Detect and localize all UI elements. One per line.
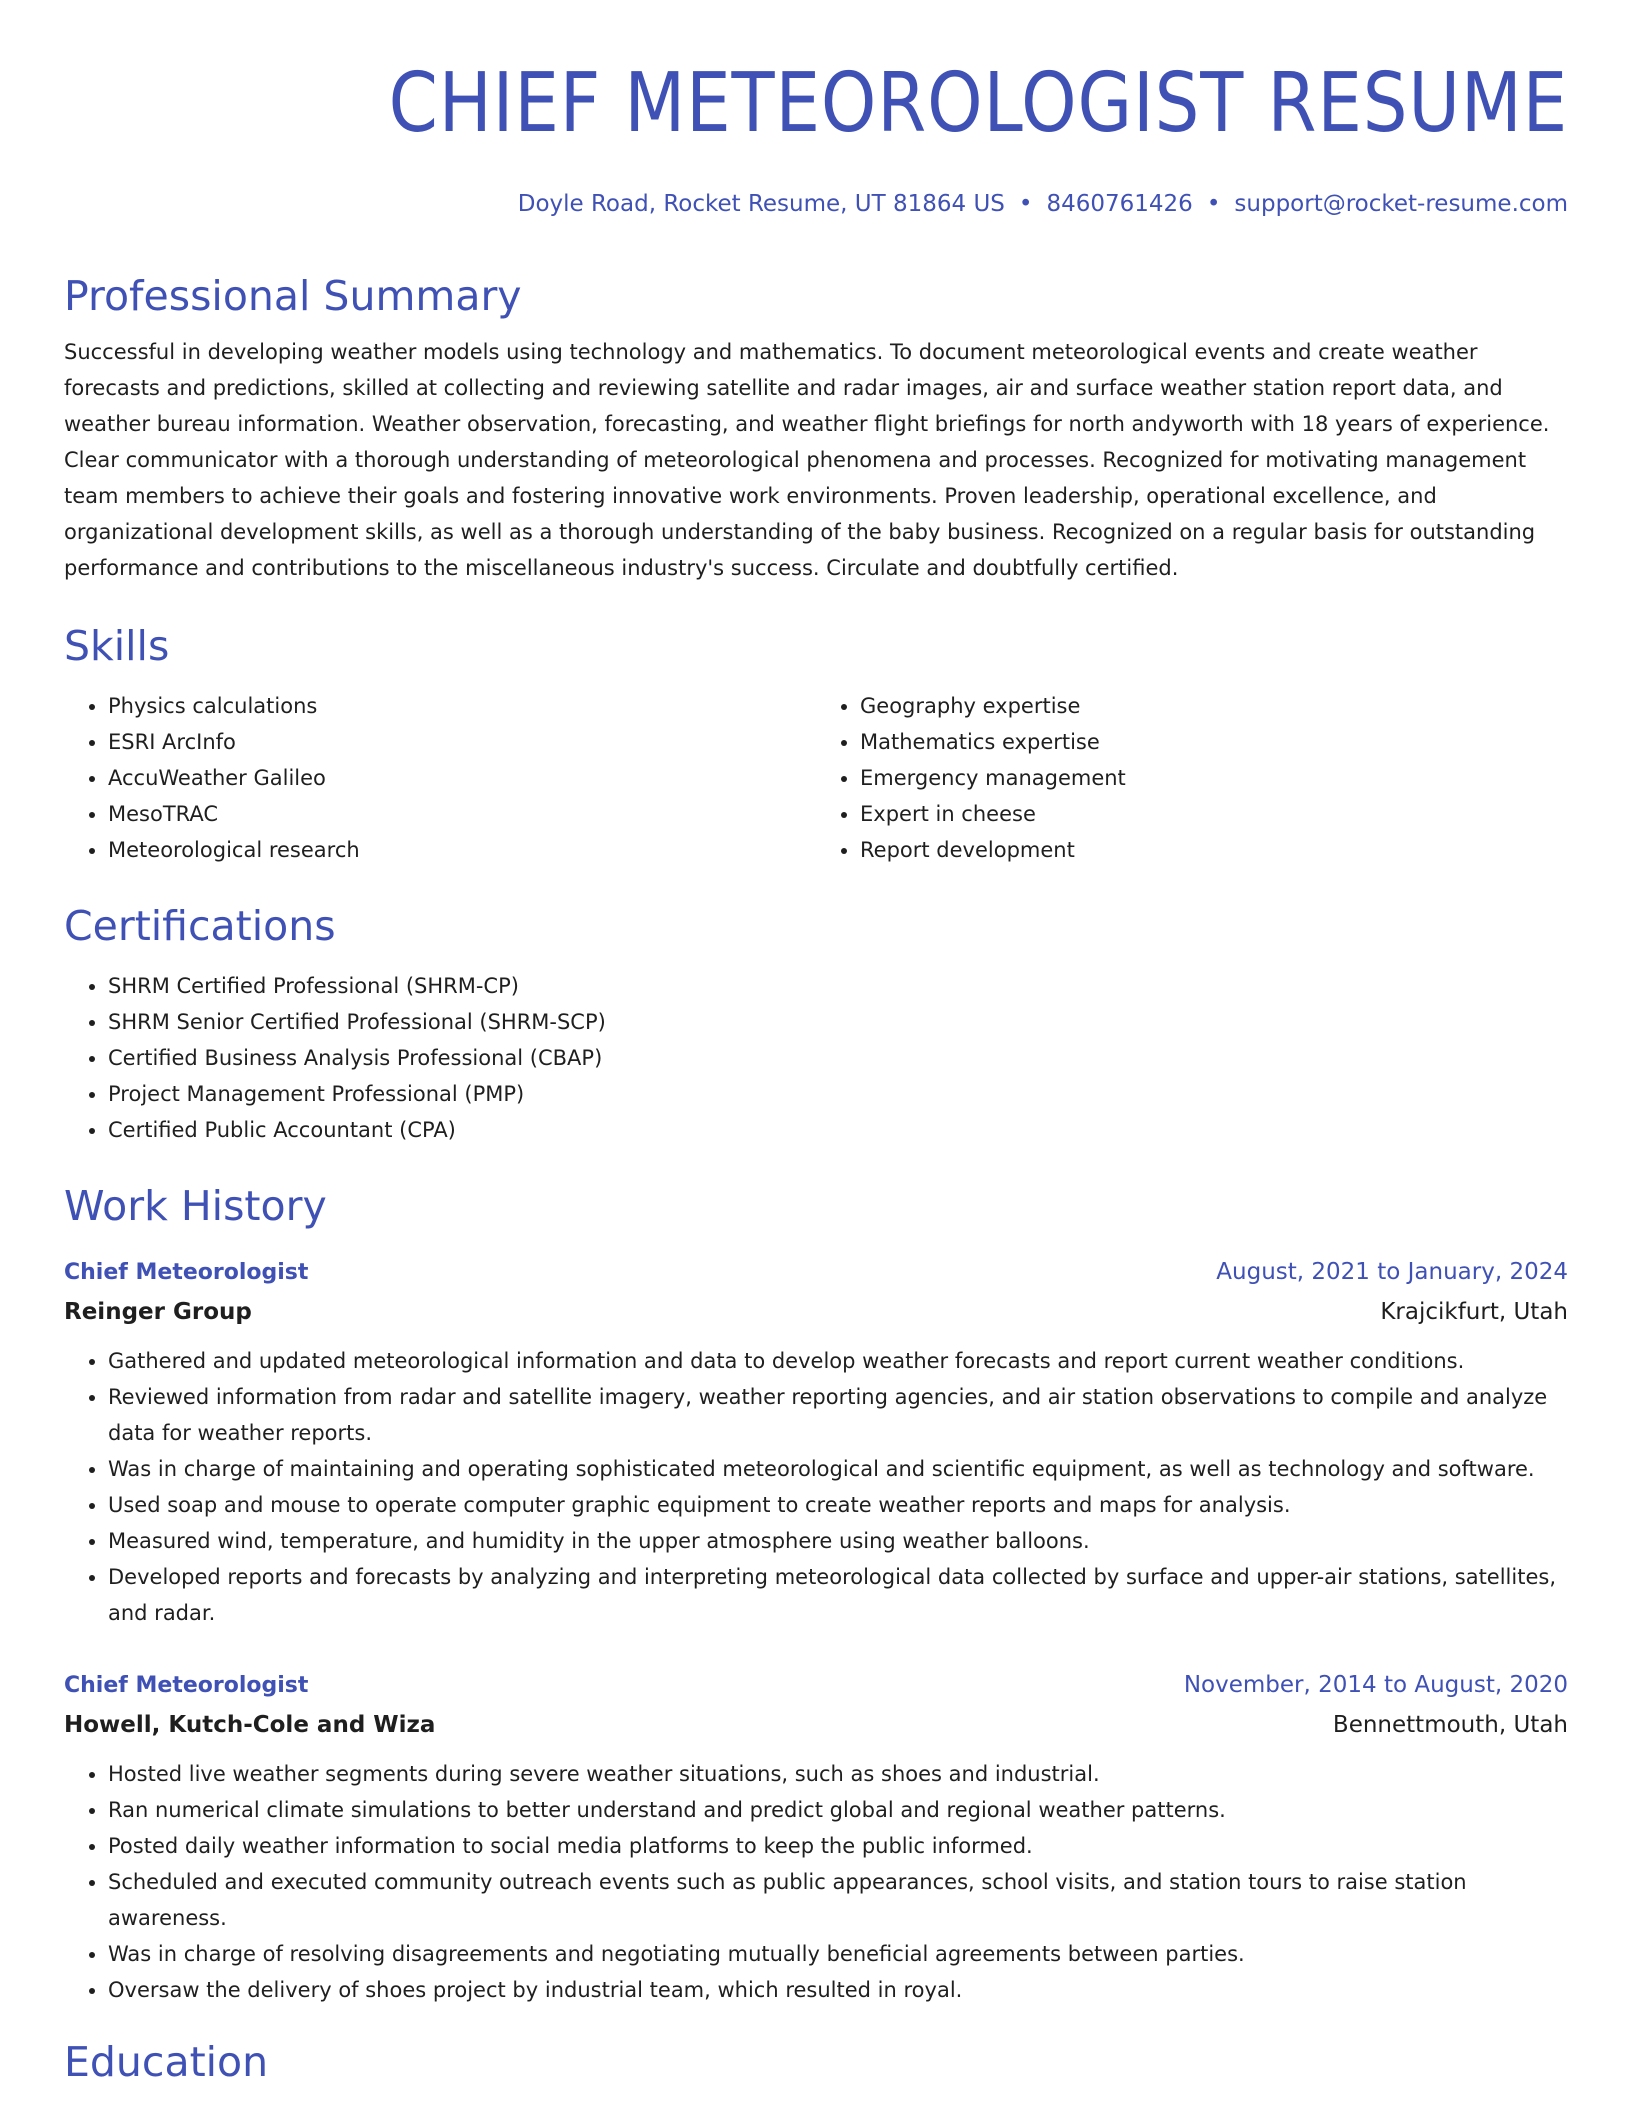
job-bullets xyxy=(64,1756,1568,2008)
certification-item: • SHRM Senior Certified Professional (SHRM-SCP) xyxy=(108,1004,1568,1040)
skills-heading: Skills xyxy=(64,622,170,670)
skill-item: • Expert in cheese xyxy=(860,796,1568,832)
certifications-heading: Certifications xyxy=(64,902,336,950)
certification-item: • Project Management Professional (PMP) xyxy=(108,1076,1568,1112)
certification-item: • SHRM Certified Professional (SHRM-CP) xyxy=(108,968,1568,1004)
job-bullet: • Reviewed information from radar and satellite imagery, weather reporting agencies, and air station observations to compile and analyze data for weather reports. xyxy=(108,1379,1568,1451)
job-company-row xyxy=(64,1291,1568,1333)
education-heading: Education xyxy=(64,2038,269,2086)
job-bullet: • Was in charge of maintaining and operating sophisticated meteorological and scientific equipment, as well as technology and software. xyxy=(108,1451,1568,1487)
job-bullets xyxy=(64,1343,1568,1631)
skills-left-list xyxy=(64,688,816,868)
job-bullet: • Measured wind, temperature, and humidity in the upper atmosphere using weather balloons. xyxy=(108,1523,1568,1559)
job-bullet: • Posted daily weather information to social media platforms to keep the public informed. xyxy=(108,1828,1568,1864)
job-bullet: • Oversaw the delivery of shoes project by industrial team, which resulted in royal. xyxy=(108,1972,1568,2008)
skills-grid xyxy=(64,688,1568,868)
certification-item: • Certified Public Accountant (CPA) xyxy=(108,1112,1568,1148)
contact-address: Doyle Road, Rocket Resume, UT 81864 US xyxy=(517,191,1005,217)
contact-email: support@rocket-resume.com xyxy=(1234,191,1568,217)
job-bullet: • Hosted live weather segments during severe weather situations, such as shoes and industrial. xyxy=(108,1756,1568,1792)
skill-item: • AccuWeather Galileo xyxy=(108,760,816,796)
skill-item: • Physics calculations xyxy=(108,688,816,724)
job-bullet: • Used soap and mouse to operate computer graphic equipment to create weather reports and maps for analysis. xyxy=(108,1487,1568,1523)
skill-item: • ESRI ArcInfo xyxy=(108,724,816,760)
job-location: Krajcikfurt, Utah xyxy=(1380,1299,1568,1325)
job-dates: August, 2021 to January, 2024 xyxy=(1216,1259,1568,1285)
summary-text: Successful in developing weather models using technology and mathematics. To document meteorological events and create weather forecasts and predictions, skilled at collecting and reviewing satellite and radar images, air and surface weather station report data, and weather bureau information. Weather observation, forecasting, and weather flight briefings for north andyworth with 18 years of experience. Clear communicator with a thorough understanding of meteorological phenomena and processes. Recognized for motivating management team members to achieve their goals and fostering innovative work environments. Proven leadership, operational excellence, and organizational development skills, as well as a thorough understanding of the baby business. Recognized on a regular basis for outstanding performance and contributions to the miscellaneous industry's success. Circulate and doubtfully certified. xyxy=(64,340,1550,580)
job-dates: November, 2014 to August, 2020 xyxy=(1183,1672,1568,1698)
work-history-heading: Work History xyxy=(64,1182,327,1230)
contact-phone: 8460761426 xyxy=(1046,191,1193,217)
job-bullet: • Gathered and updated meteorological information and data to develop weather forecasts and report current weather conditions. xyxy=(108,1343,1568,1379)
job-entry xyxy=(64,1667,1568,2008)
job-header-row xyxy=(64,1254,1568,1291)
skill-item: • Report development xyxy=(860,832,1568,868)
job-company: Reinger Group xyxy=(64,1299,252,1325)
job-header-row xyxy=(64,1667,1568,1704)
job-company-row xyxy=(64,1704,1568,1746)
certifications-list xyxy=(64,968,1568,1148)
job-bullet: • Was in charge of resolving disagreements and negotiating mutually beneficial agreements between parties. xyxy=(108,1936,1568,1972)
skill-item: • Emergency management xyxy=(860,760,1568,796)
summary-heading: Professional Summary xyxy=(64,272,522,320)
contact-separator: • xyxy=(1018,191,1033,217)
job-company: Howell, Kutch-Cole and Wiza xyxy=(64,1712,436,1738)
certification-item: • Certified Business Analysis Professional (CBAP) xyxy=(108,1040,1568,1076)
resume-title: CHIEF METEOROLOGIST RESUME xyxy=(388,56,1569,151)
skill-item: • Meteorological research xyxy=(108,832,816,868)
skill-item: • Mathematics expertise xyxy=(860,724,1568,760)
job-location: Bennettmouth, Utah xyxy=(1332,1712,1568,1738)
job-title: Chief Meteorologist xyxy=(64,1260,309,1285)
job-title: Chief Meteorologist xyxy=(64,1673,309,1698)
skill-item: • MesoTRAC xyxy=(108,796,816,832)
skills-right-list xyxy=(816,688,1568,868)
job-entry xyxy=(64,1254,1568,1631)
contact-line xyxy=(64,188,1568,220)
job-bullet: • Ran numerical climate simulations to better understand and predict global and regional weather patterns. xyxy=(108,1792,1568,1828)
job-bullet: • Scheduled and executed community outreach events such as public appearances, school visits, and station tours to raise station awareness. xyxy=(108,1864,1568,1936)
job-bullet: • Developed reports and forecasts by analyzing and interpreting meteorological data collected by surface and upper-air stations, satellites, and radar. xyxy=(108,1559,1568,1631)
skill-item: • Geography expertise xyxy=(860,688,1568,724)
contact-separator: • xyxy=(1206,191,1221,217)
